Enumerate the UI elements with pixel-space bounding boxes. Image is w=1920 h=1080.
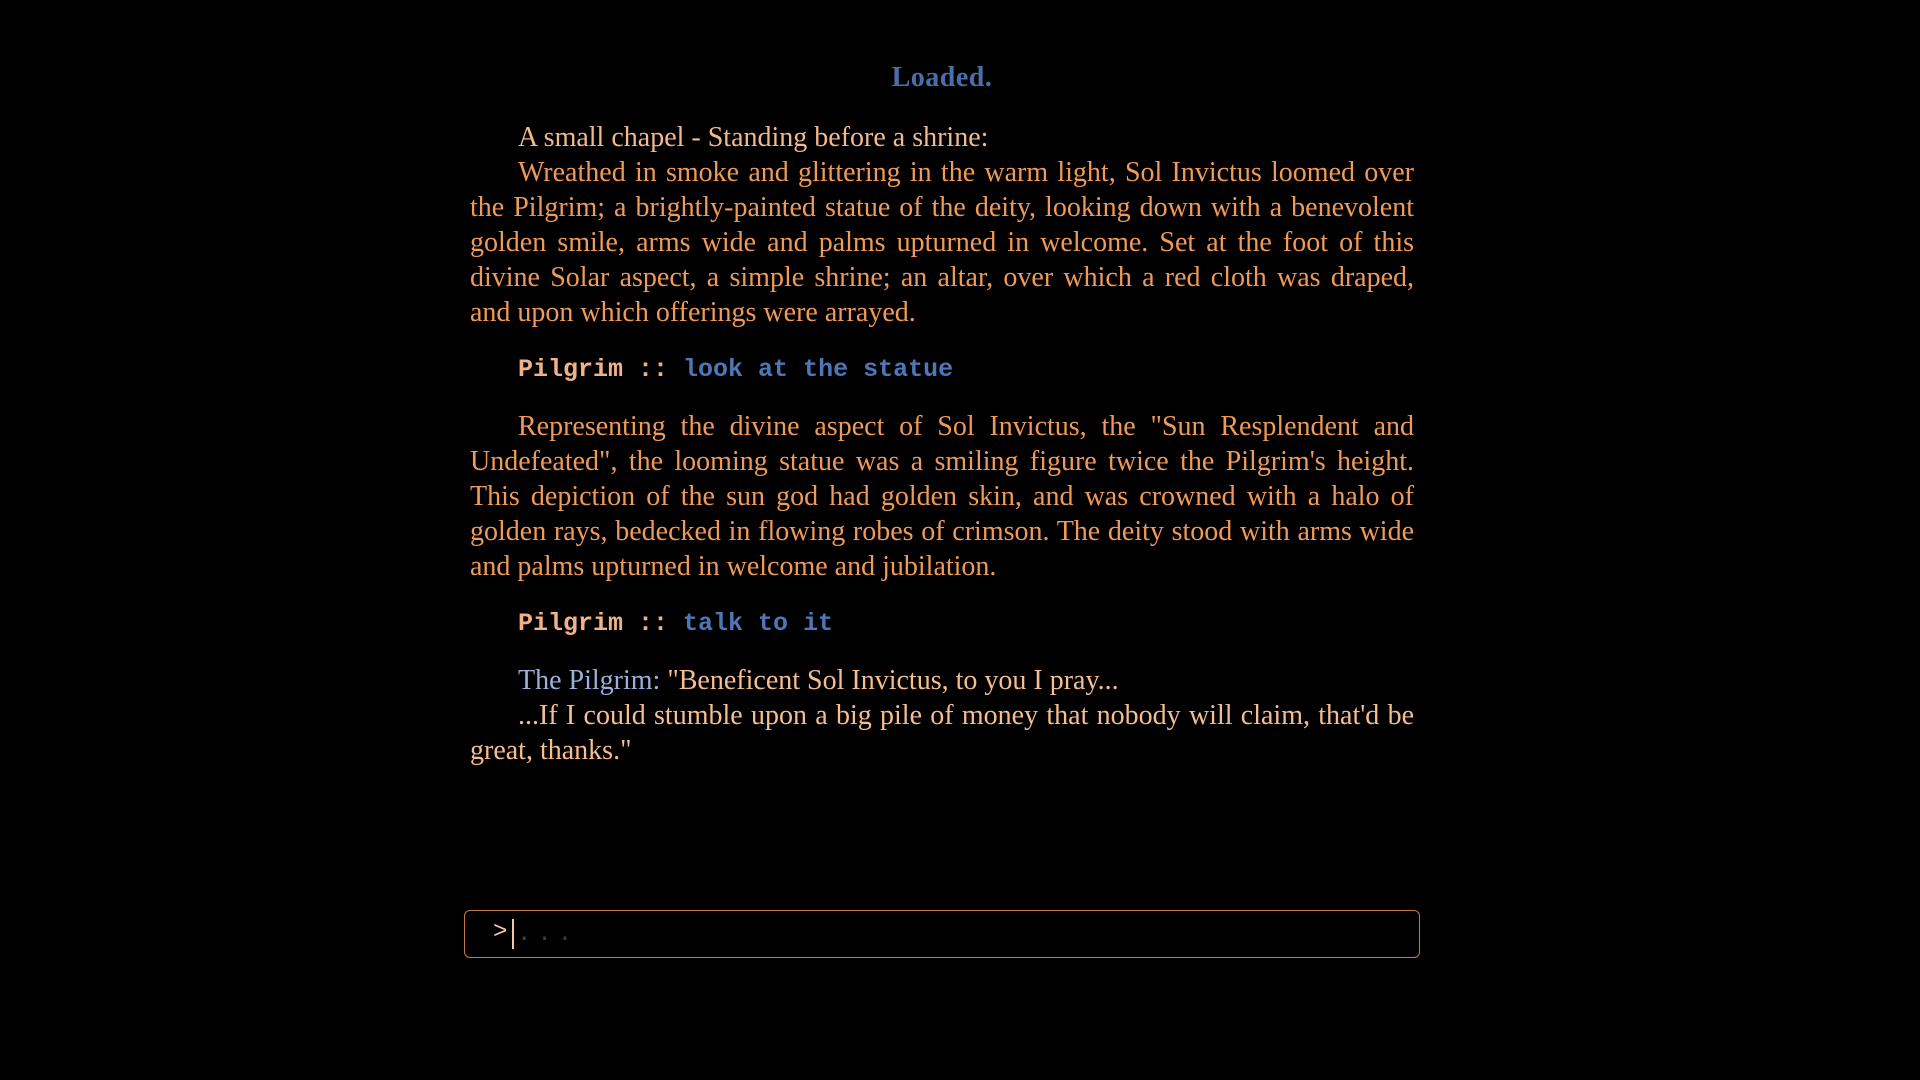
- prompt-symbol: >: [493, 919, 508, 946]
- response-text: Representing the divine aspect of Sol Invictus, the "Sun Resplendent and Undefeated", the looming statue was a smiling figure twice the Pilgrim's height. This depiction of the sun god had golden skin, and was crowned with a halo of golden rays, bedecked in flowing robes of crimson. The deity stood with arms wide and palms upturned in welcome and jubilation.: [470, 411, 1414, 582]
- command-separator: ::: [623, 609, 684, 638]
- command-echo: [518, 355, 953, 384]
- command-input[interactable]: [517, 917, 1397, 951]
- dialogue-line: [470, 663, 1414, 698]
- command-input-box[interactable]: [464, 910, 1420, 958]
- command-text: talk to it: [683, 609, 834, 638]
- command-separator: ::: [623, 355, 684, 384]
- speech-text: "Beneficent Sol Invictus, to you I pray...: [660, 665, 1119, 696]
- location-description: Wreathed in smoke and glittering in the warm light, Sol Invictus loomed over the Pilgrim; a brightly-painted statue of the deity, looking down with a benevolent golden smile, arms wide and palms upturned in welcome. Set at the foot of this divine Solar aspect, a simple shrine; an altar, over which a red cloth was draped, and upon which offerings were arrayed.: [470, 157, 1414, 328]
- location-heading: A small chapel - Standing before a shrine:: [518, 122, 989, 153]
- command-actor: Pilgrim: [518, 609, 624, 638]
- speech-text: ...If I could stumble upon a big pile of money that nobody will claim, that'd be great, thanks.": [470, 700, 1414, 766]
- status-message: Loaded.: [891, 62, 993, 93]
- location-block: [470, 120, 1414, 330]
- dialogue-block: [470, 663, 1414, 768]
- speaker-name: The Pilgrim:: [518, 665, 661, 696]
- command-echo: [518, 609, 833, 638]
- command-actor: Pilgrim: [518, 355, 624, 384]
- text-caret: [512, 919, 514, 949]
- command-text: look at the statue: [683, 355, 954, 384]
- response-block: [470, 409, 1414, 584]
